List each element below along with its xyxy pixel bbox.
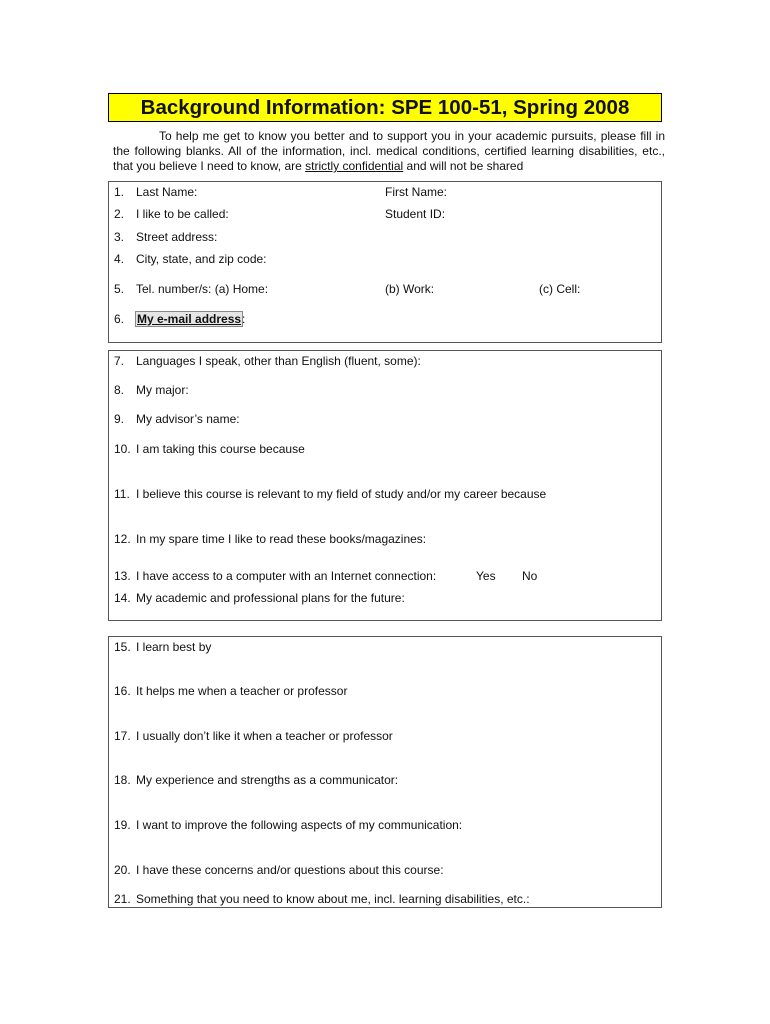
- strengths-label: My experience and strengths as a communicator:: [136, 773, 399, 787]
- helps-me-label: It helps me when a teacher or professor: [136, 684, 348, 698]
- email-colon: :: [242, 312, 246, 326]
- work-phone-label: (b) Work:: [385, 282, 435, 296]
- email-label: My e-mail address: [137, 312, 242, 326]
- question-number: 7.: [114, 354, 125, 368]
- improve-label: I want to improve the following aspects of my communication:: [136, 818, 463, 832]
- intro-text: To help me get to know you better and to support you in your academic pursuits, please fill in the following blanks. All of the information, incl. medical conditions, certified learning disabilities, etc., that you believe I need to know, are: [113, 129, 665, 173]
- question-number: 15.: [114, 640, 131, 654]
- last-name-label: Last Name:: [136, 185, 198, 199]
- intro-paragraph: [113, 129, 665, 174]
- section-personal-info: [108, 181, 662, 343]
- question-number: 1.: [114, 185, 125, 199]
- question-number: 6.: [114, 312, 125, 326]
- reason-label: I am taking this course because: [136, 442, 305, 456]
- student-id-label: Student ID:: [385, 207, 446, 221]
- question-number: 10.: [114, 442, 131, 456]
- question-number: 2.: [114, 207, 125, 221]
- question-number: 5.: [114, 282, 125, 296]
- called-label: I like to be called:: [136, 207, 229, 221]
- first-name-label: First Name:: [385, 185, 448, 199]
- advisor-label: My advisor’s name:: [136, 412, 240, 426]
- concerns-label: I have these concerns and/or questions about this course:: [136, 863, 444, 877]
- question-number: 18.: [114, 773, 131, 787]
- question-number: 16.: [114, 684, 131, 698]
- dislike-label: I usually don’t like it when a teacher or professor: [136, 729, 393, 743]
- no-option[interactable]: No: [522, 569, 538, 583]
- section-learning-info: [108, 636, 662, 908]
- need-to-know-label: Something that you need to know about me, incl. learning disabilities, etc.:: [136, 892, 530, 906]
- street-label: Street address:: [136, 230, 218, 244]
- question-number: 20.: [114, 863, 131, 877]
- cell-phone-label: (c) Cell:: [539, 282, 581, 296]
- relevance-label: I believe this course is relevant to my field of study and/or my career because: [136, 487, 547, 501]
- major-label: My major:: [136, 383, 189, 397]
- intro-text-end: and will not be shared: [403, 159, 524, 173]
- question-number: 13.: [114, 569, 131, 583]
- page-title: Background Information: SPE 100-51, Spring 2008: [108, 93, 662, 122]
- question-number: 14.: [114, 591, 131, 605]
- question-number: 3.: [114, 230, 125, 244]
- languages-label: Languages I speak, other than English (fluent, some):: [136, 354, 421, 368]
- question-number: 4.: [114, 252, 125, 266]
- question-number: 19.: [114, 818, 131, 832]
- home-phone-label: Tel. number/s: (a) Home:: [136, 282, 269, 296]
- reading-label: In my spare time I like to read these books/magazines:: [136, 532, 427, 546]
- learn-best-label: I learn best by: [136, 640, 212, 654]
- section-academic-info: [108, 350, 662, 621]
- computer-access-label: I have access to a computer with an Internet connection:: [136, 569, 437, 583]
- question-number: 12.: [114, 532, 131, 546]
- question-number: 17.: [114, 729, 131, 743]
- question-number: 11.: [114, 487, 130, 501]
- yes-option[interactable]: Yes: [476, 569, 496, 583]
- question-number: 9.: [114, 412, 125, 426]
- question-number: 21.: [114, 892, 131, 906]
- plans-label: My academic and professional plans for the future:: [136, 591, 405, 605]
- city-label: City, state, and zip code:: [136, 252, 267, 266]
- question-number: 8.: [114, 383, 125, 397]
- confidential-emphasis: strictly confidential: [305, 159, 404, 173]
